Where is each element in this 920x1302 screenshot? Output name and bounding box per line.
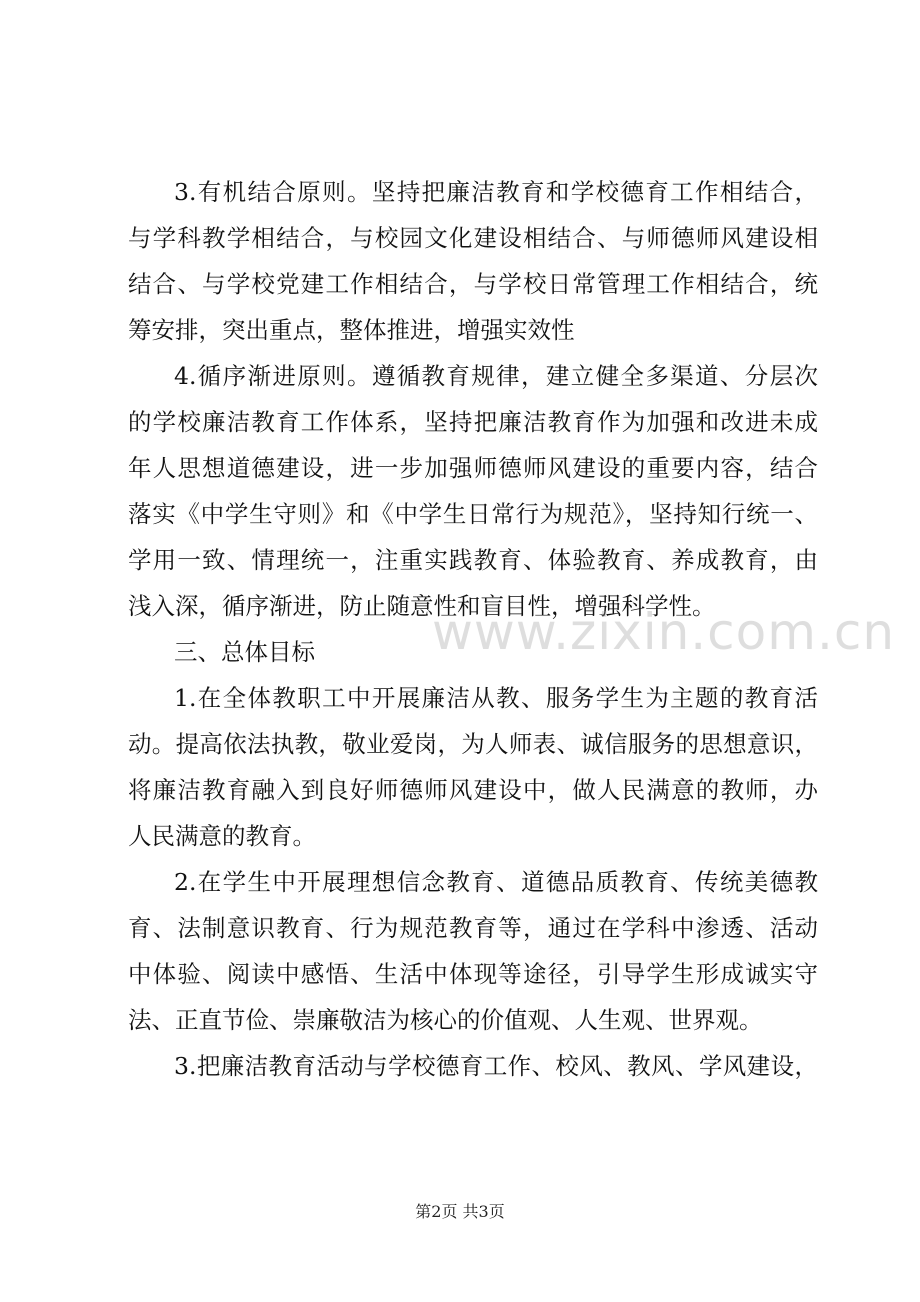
paragraph-line: 将廉洁教育融入到良好师德师风建设中，做人民满意的教师，办	[128, 776, 818, 804]
paragraph-line: 结合、与学校党建工作相结合，与学校日常管理工作相结合，统	[128, 270, 818, 298]
paragraph-line: 4.循序渐进原则。遵循教育规律，建立健全多渠道、分层次	[174, 362, 818, 390]
paragraph-line: 1.在全体教职工中开展廉洁从教、服务学生为主题的教育活	[174, 684, 818, 712]
paragraph-line: 中体验、阅读中感悟、生活中体现等途径，引导学生形成诚实守	[128, 960, 818, 988]
paragraph-line: 3.有机结合原则。坚持把廉洁教育和学校德育工作相结合，	[174, 178, 818, 206]
paragraph-line: 与学科教学相结合，与校园文化建设相结合、与师德师风建设相	[128, 224, 818, 252]
paragraph-line: 人民满意的教育。	[128, 822, 316, 850]
section-heading: 三、总体目标	[174, 638, 315, 666]
paragraph-line: 浅入深，循序渐进，防止随意性和盲目性，增强科学性。	[128, 592, 716, 620]
paragraph-line: 学用一致、情理统一，注重实践教育、体验教育、养成教育，由	[128, 546, 818, 574]
paragraph-line: 3.把廉洁教育活动与学校德育工作、校风、教风、学风建设，	[174, 1052, 818, 1080]
paragraph-line: 年人思想道德建设，进一步加强师德师风建设的重要内容，结合	[128, 454, 818, 482]
paragraph-line: 落实《中学生守则》和《中学生日常行为规范》，坚持知行统一、	[128, 500, 818, 528]
page-footer: 第2页 共3页	[415, 1202, 505, 1221]
paragraph-line: 动。提高依法执教，敬业爱岗，为人师表、诚信服务的思想意识，	[128, 730, 818, 758]
watermark: www.zixin.com.cn	[432, 603, 896, 661]
paragraph-line: 的学校廉洁教育工作体系，坚持把廉洁教育作为加强和改进未成	[128, 408, 818, 436]
paragraph-line: 育、法制意识教育、行为规范教育等，通过在学科中渗透、活动	[128, 914, 818, 942]
paragraph-line: 筹安排，突出重点，整体推进，增强实效性	[128, 316, 575, 344]
paragraph-line: 法、正直节俭、崇廉敬洁为核心的价值观、人生观、世界观。	[128, 1006, 763, 1034]
paragraph-line: 2.在学生中开展理想信念教育、道德品质教育、传统美德教	[174, 868, 818, 896]
